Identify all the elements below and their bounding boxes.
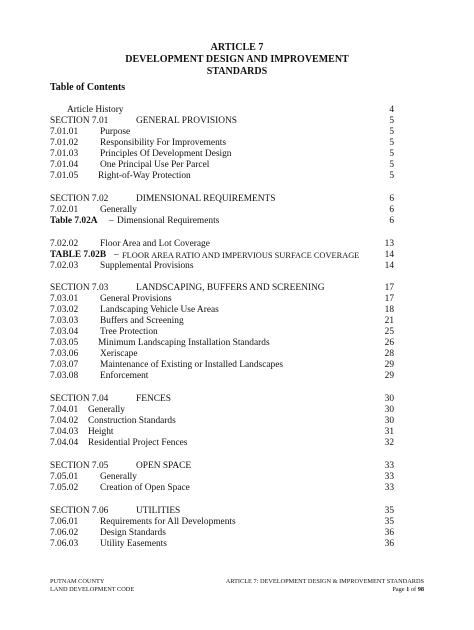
toc-entry-number: 7.01.04 <box>50 160 79 170</box>
toc-entry-page: 35 <box>384 517 394 527</box>
toc-entry-dash: – <box>109 216 114 226</box>
toc-entry-page: 32 <box>384 438 394 448</box>
toc-entry[interactable] <box>50 160 394 171</box>
toc-entry-label: Creation of Open Space <box>100 483 190 493</box>
toc-entry[interactable] <box>50 239 394 250</box>
toc-entry-number: 7.04.03 <box>50 427 79 437</box>
toc-entry-page: 31 <box>384 427 394 437</box>
toc-entry[interactable] <box>50 127 394 138</box>
toc-entry-page: 18 <box>384 305 394 315</box>
toc-entry[interactable] <box>50 294 394 305</box>
toc-entry-label: Generally <box>100 205 137 215</box>
toc-entry-label: LANDSCAPING, BUFFERS AND SCREENING <box>136 283 325 293</box>
toc-entry[interactable] <box>50 539 394 550</box>
toc-entry-number: 7.02.02 <box>50 239 79 249</box>
footer-total-pages: 98 <box>417 586 424 593</box>
toc-entry[interactable] <box>50 171 394 182</box>
toc-entry-page: 14 <box>384 250 394 260</box>
toc-entry-page: 25 <box>384 327 394 337</box>
toc-entry-label: Responsibility For Improvements <box>100 138 227 148</box>
toc-entry-label: Construction Standards <box>88 416 176 426</box>
toc-entry-page: 5 <box>389 171 394 181</box>
toc-entry-label: Tree Protection <box>100 327 158 337</box>
toc-entry-label: FENCES <box>136 394 171 404</box>
toc-entry-label: Dimensional Requirements <box>117 216 220 226</box>
toc-entry-number: 7.05.02 <box>50 483 79 493</box>
toc-entry-number: 7.03.08 <box>50 371 79 381</box>
toc-entry-label: Floor Area and Lot Coverage <box>100 239 210 249</box>
toc-entry-label: Principles Of Development Design <box>100 149 232 159</box>
toc-entry-page: 5 <box>389 138 394 148</box>
toc-entry-label: GENERAL PROVISIONS <box>136 116 237 126</box>
toc-entry-label: Article History <box>67 105 124 115</box>
footer-code-name: LAND DEVELOPMENT CODE <box>50 586 135 593</box>
toc-entry-label: Purpose <box>100 127 131 137</box>
toc-entry-page: 4 <box>389 105 394 115</box>
toc-entry[interactable] <box>50 472 394 483</box>
toc-entry-number: SECTION 7.05 <box>50 461 109 471</box>
toc-entry-page: 5 <box>389 127 394 137</box>
footer-right <box>226 578 424 594</box>
toc-entry-page: 5 <box>389 149 394 159</box>
article-heading: ARTICLE 7 <box>210 42 264 53</box>
toc-entry[interactable] <box>50 405 394 416</box>
toc-entry[interactable] <box>50 149 394 160</box>
toc-entry-dash: – <box>114 250 119 260</box>
toc-entry-number: 7.02.01 <box>50 205 79 215</box>
toc-entry-number: SECTION 7.04 <box>50 394 109 404</box>
toc-entry-page: 29 <box>384 360 394 370</box>
toc-entry-number: 7.05.01 <box>50 472 79 482</box>
toc-entry-label: Design Standards <box>100 528 166 538</box>
toc-entry-page: 36 <box>384 528 394 538</box>
toc-entry-number: SECTION 7.02 <box>50 194 109 204</box>
toc-entry-label: Buffers and Screening <box>100 316 184 326</box>
toc-entry-number: 7.03.06 <box>50 349 79 359</box>
toc-entry[interactable] <box>50 327 394 338</box>
toc-entry-number: 7.03.02 <box>50 305 79 315</box>
toc-section[interactable] <box>50 194 394 205</box>
toc-entry-page: 6 <box>389 194 394 204</box>
toc-entry-page: 30 <box>384 405 394 415</box>
toc-entry-label: Landscaping Vehicle Use Areas <box>100 305 219 315</box>
toc-entry-label: Enforcement <box>100 371 149 381</box>
toc-entry[interactable] <box>50 316 394 327</box>
toc-entry-number: 7.03.01 <box>50 294 79 304</box>
toc-entry-page: 29 <box>384 371 394 381</box>
toc-entry-label: Xeriscape <box>100 349 138 359</box>
toc-section[interactable] <box>50 116 394 127</box>
toc-entry-label: Generally <box>100 472 137 482</box>
toc-entry-number: 7.04.04 <box>50 438 79 448</box>
toc-section[interactable] <box>50 506 394 517</box>
toc-entry-number: 7.06.02 <box>50 528 79 538</box>
footer-page-prefix: Page <box>392 586 407 593</box>
toc-entry-label: DIMENSIONAL REQUIREMENTS <box>136 194 276 204</box>
toc-entry-label: Supplemental Provisions <box>100 261 194 271</box>
footer-article-title: ARTICLE 7: DEVELOPMENT DESIGN & IMPROVEMENT STANDARDS <box>225 578 424 585</box>
toc-entry-page: 26 <box>384 338 394 348</box>
toc-entry-page: 5 <box>389 116 394 126</box>
toc-entry-label: General Provisions <box>100 294 172 304</box>
toc-entry-label: UTILITIES <box>136 506 181 516</box>
toc-entry-number: Table 7.02A <box>50 216 98 226</box>
toc-entry-number: SECTION 7.03 <box>50 283 109 293</box>
toc-entry[interactable] <box>50 416 394 427</box>
toc-entry-page: 6 <box>389 205 394 215</box>
footer-page-of: of <box>409 586 418 593</box>
toc-entry-page: 17 <box>384 294 394 304</box>
toc-entry-label: FLOOR AREA RATIO AND IMPERVIOUS SURFACE COVERAGE <box>122 251 360 260</box>
toc-entry[interactable] <box>50 528 394 539</box>
toc-entry[interactable] <box>50 349 394 360</box>
toc-table-entry[interactable] <box>50 250 394 261</box>
toc-entry-label: Height <box>88 427 114 437</box>
toc-entry-number: 7.02.03 <box>50 261 79 271</box>
toc-entry-page: 36 <box>384 539 394 549</box>
toc-entry[interactable] <box>50 517 394 528</box>
toc-entry-page: 30 <box>384 416 394 426</box>
toc-entry[interactable] <box>50 261 394 272</box>
toc-entry-label: One Principal Use Per Parcel <box>100 160 210 170</box>
toc-table-entry[interactable] <box>50 216 394 227</box>
toc-entry-number: 7.04.01 <box>50 405 79 415</box>
toc-entry[interactable] <box>50 305 394 316</box>
toc-entry-number: 7.06.01 <box>50 517 79 527</box>
article-title: DEVELOPMENT DESIGN AND IMPROVEMENT <box>125 54 349 65</box>
footer-county: PUTNAM COUNTY <box>50 578 105 585</box>
toc-entry-number: 7.03.07 <box>50 360 79 370</box>
toc-entry-label: Residential Project Fences <box>88 438 188 448</box>
toc-entry[interactable] <box>50 138 394 149</box>
toc-entry-page: 6 <box>389 216 394 226</box>
toc-entry-number: 7.03.04 <box>50 327 79 337</box>
toc-entry-number: 7.04.02 <box>50 416 79 426</box>
toc-entry-label: Generally <box>88 405 125 415</box>
toc-entry-page: 13 <box>384 239 394 249</box>
footer-left <box>50 578 134 594</box>
toc-entry-number: 7.01.02 <box>50 138 79 148</box>
toc-entry-label: Maintenance of Existing or Installed Landscapes <box>100 360 284 370</box>
toc-entry-number: 7.03.05 <box>50 338 79 348</box>
toc-entry-page: 17 <box>384 283 394 293</box>
toc-entry-page: 21 <box>384 316 394 326</box>
toc-entry-page: 33 <box>384 472 394 482</box>
toc-entry[interactable] <box>50 371 394 382</box>
toc-entry-label: OPEN SPACE <box>136 461 192 471</box>
footer-current-page: 1 <box>406 586 410 593</box>
toc-entry[interactable] <box>50 438 394 449</box>
toc-entry[interactable] <box>50 205 394 216</box>
toc-entry[interactable] <box>50 338 394 349</box>
toc-entry-number: 7.03.03 <box>50 316 79 326</box>
toc-entry-page: 33 <box>384 461 394 471</box>
toc-title: Table of Contents <box>50 82 126 93</box>
toc-entry-page: 5 <box>389 160 394 170</box>
toc-entry-number: 7.01.01 <box>50 127 79 137</box>
toc-entry-page: 30 <box>384 394 394 404</box>
toc-section[interactable] <box>50 394 394 405</box>
footer-page-number <box>226 586 424 594</box>
toc-entry[interactable] <box>50 360 394 371</box>
toc-entry-page: 33 <box>384 483 394 493</box>
toc-entry-number: SECTION 7.01 <box>50 116 109 126</box>
toc-entry-page: 14 <box>384 261 394 271</box>
toc-entry-label: Minimum Landscaping Installation Standards <box>98 338 270 348</box>
toc-entry-number: 7.01.03 <box>50 149 79 159</box>
toc-entry-number: 7.01.05 <box>50 171 79 181</box>
toc-section[interactable] <box>50 461 394 472</box>
toc-entry-number: SECTION 7.06 <box>50 506 109 516</box>
toc-entry[interactable] <box>50 483 394 494</box>
toc-entry[interactable] <box>50 105 394 116</box>
toc-entry-label: Right-of-Way Protection <box>98 171 191 181</box>
toc-entry-page: 35 <box>384 506 394 516</box>
toc-entry-number: TABLE 7.02B <box>50 250 107 260</box>
toc-entry-number: 7.06.03 <box>50 539 79 549</box>
toc-entry-label: Utility Easements <box>100 539 167 549</box>
article-title-cont: STANDARDS <box>206 66 268 77</box>
toc-entry[interactable] <box>50 427 394 438</box>
toc-section[interactable] <box>50 283 394 294</box>
toc-entry-label: Requirements for All Developments <box>100 517 236 527</box>
toc-entry-page: 28 <box>384 349 394 359</box>
